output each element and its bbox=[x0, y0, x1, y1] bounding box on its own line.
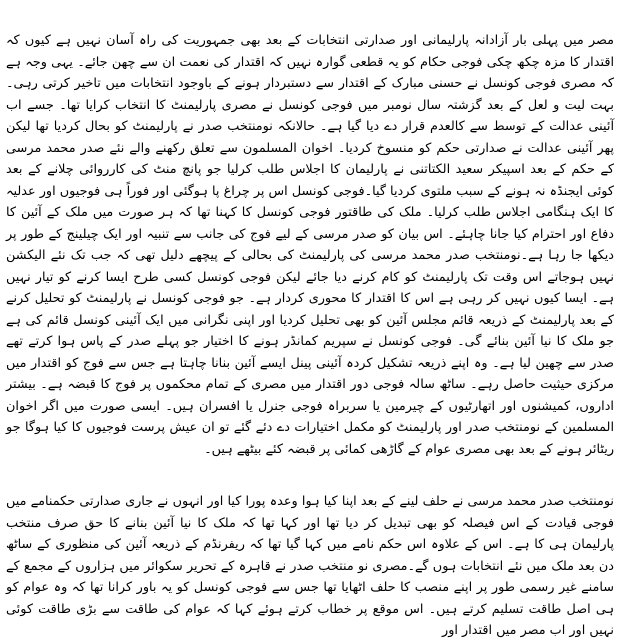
article-paragraph-1: مصر میں پہلی بار آزادانہ پارلیمانی اور صدارتی انتخابات کے بعد بھی جمہوریت کی راہ آسان نہیں ہے کیوں کہ اقتدار کا مزہ چکھ چکی فوجی حکام کو یہ قطعی گوارہ نہیں کہ اقتدار کی نعمت ان سے چھن جائے۔ یہی وجہ ہے کہ مصری فوجی کونسل نے حسنی مبارک کے اقتدار سے دستبردار ہونے کے باوجود انتخابات میں تاخیر کرتی رہی۔ بہت لیت و لعل کے بعد گزشتہ سال نومبر میں فوجی کونسل نے مصری پارلیمنٹ کا انتخاب کرایا تھا۔ جسے اب آئینی عدالت کے توسط سے کالعدم قرار دے دیا گیا ہے۔ حالانکہ نومنتخب صدر نے پارلیمنٹ کو بحال کردیا تھا لیکن پھر آئینی عدالت نے صدارتی حکم کو منسوخ کردیا۔ اخوان المسلمون سے تعلق رکھنے والے نئے صدر محمد مرسی کے حکم کے بعد اسپیکر سعید الکتاتنی نے پارلیمان کا اجلاس طلب کرلیا جو پانچ منٹ کی کارروائی چلانے کے بعد کوئی ایجنڈہ نہ ہونے کے سبب ملتوی کردیا گیا۔فوجی کونسل اس پر چراغ پا ہوگئی اور فوراً ہی فوجیوں اور عدلیہ کا ایک ہنگامی اجلاس طلب کرلیا۔ ملک کی طاقتور فوجی کونسل کا کہنا تھا کہ ہر صورت میں ملک کے آئین کا دفاع اور احترام کیا جانا چاہئے۔ اس بیان کو صدر مرسی کے لیے فوج کی جانب سے تنبیہ اور ایک چیلینج کے طور پر دیکھا جا رہا ہے۔نومنتخب صدر محمد مرسی کی پارلیمنٹ کی بحالی کے پیچھے دلیل تھی کہ جب تک نئے الیکشن نہیں ہوجاتے اس وقت تک پارلیمنٹ کو کام کرنے دیا جائے لیکن فوجی کونسل کسی طرح ایسا کرنے کو تیار نہیں ہے۔ ایسا کیوں نہیں کر رہی ہے اس کا اقتدار کا محوری کردار ہے۔ جو فوجی کونسل نے پارلیمنٹ کو تحلیل کرنے کے بعد پارلیمنٹ کے ذریعہ قائم مجلس آئین کو بھی تحلیل کردیا اور اپنی نگرانی میں ایک آئینی کونسل قائم کی ہے جو ملک کا نیا آئین بنائے گی۔ فوجی کونسل نے سپریم کمانڈر ہونے کا اختیار جو پہلے صدر کے پاس ہوا کرتے تھے صدر سے چھین لیا ہے۔ وہ اپنے ذریعہ تشکیل کردہ آئینی پینل ایسے آئین بنانا چاہتا ہے جس سے فوج کو اقتدار میں مرکزی حیثیت حاصل رہے۔ ساٹھ سالہ فوجی دور اقتدار میں مصری کے تمام محکموں پر فوج کا قبضہ ہے۔ بیشتر اداروں، کمیشنوں اور اتھارٹیوں کے چیرمین یا سربراہ فوجی جنرل یا افسران ہیں۔ ایسی صورت میں اگر اخوان المسلمین کے نومنتخب صدر اور پارلیمنٹ کو مکمل اختیارات دے دئے گئے تو ان عیش پرست فوجیوں کا کیا ہوگا جو ریٹائر ہونے کے بعد بھی مصری عوام کے گاڑھی کمائی پر قبضہ کئے بیٹھے ہیں۔ bbox=[6, 33, 614, 457]
article-paragraph-2: نومنتخب صدر محمد مرسی نے حلف لینے کے بعد اپنا کیا ہوا وعدہ پورا کیا اور انہوں نے جاری صدارتی حکمنامے میں فوجی قیادت کے اس فیصلہ کو بھی تبدیل کر دیا تھا اور کہا تھا کہ ملک کا نیا آئین بنانے کا حق صرف منتخب پارلیمان ہی کا ہے۔ اس کے علاوہ اس حکم نامے میں کہا گیا تھا کہ ریفرنڈم کے ذریعہ آئین کی منظوری کے ساٹھ دن بعد ملک میں نئے انتخابات ہوں گے۔مصری نو منتخب صدر نے قاہرہ کے تحریر سکوائر میں ہزاروں کے مجمع کے سامنے غیر رسمی طور پر اپنے منصب کا حلف اٹھایا تھا جس سے فوجی کونسل کو یہ باور کرانا تھا کہ وہ عوام کو ہی اصل طاقت تسلیم کرتے ہیں۔ اس موقع پر خطاب کرتے ہوئے کہا کہ عوام کی طاقت سے بڑی طاقت کوئی نہیں اور اب مصر میں اقتدار اور bbox=[6, 494, 614, 638]
